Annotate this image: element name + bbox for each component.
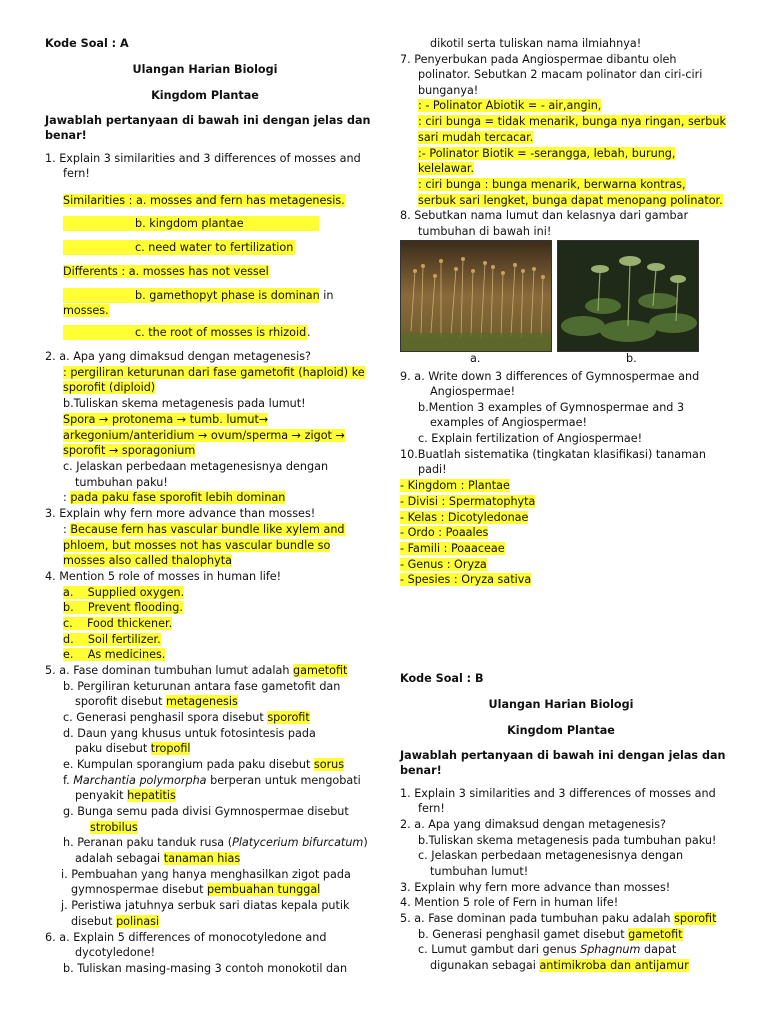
answer-prefix: : [63,523,71,536]
species-name: Marchantia polymorpha [73,774,207,787]
answer-2c: pada paku fase sporofit lebih dominan [70,491,286,504]
answer-5d: tropofil [150,742,191,755]
item-text: As medicines. [87,648,166,661]
question-6a: 6. a. Explain 5 differences of monocotyledone and [45,931,327,944]
answer-similarity-3: c. need water to fertilization [63,240,295,255]
period: . [307,326,311,339]
question-5h [63,835,368,850]
answer-5a: gametofit [293,664,348,677]
item-text: Food thickener. [86,617,173,630]
exam-b-question-2a: 2. a. Apa yang dimaksud dengan metagenesis? [400,818,666,831]
question-8: 8. Sebutkan nama lumut dan kelasnya dari gambar [400,209,689,222]
question-7-cont: polinator. Sebutkan 2 macam polinator dan ciri-ciri [418,68,703,81]
answer-2b-3: sporofit → sporagonium [63,444,196,457]
photo-label-b: b. [626,352,637,365]
question-5e [63,757,344,772]
question-text: 5. a. Fase dominan tumbuhan lumut adalah [45,664,293,677]
item-text: Soil fertilizer. [87,633,161,646]
answer-5f: hepatitis [127,789,176,802]
question-5d: d. Daun yang khusus untuk fotosintesis pada [63,727,316,740]
question-text: digunakan sebagai [430,959,540,972]
question-2a: 2. a. Apa yang dimaksud dengan metagenesis? [45,350,311,363]
question-5c [63,710,310,725]
answer-10-item: - Divisi : Spermatophyta [400,495,536,508]
answer-similarity-1: Similarities : a. mosses and fern has metagenesis. [63,194,345,207]
question-2b: b.Tuliskan skema metagenesis pada lumut! [63,397,306,410]
instructions-2: benar! [45,129,87,142]
question-1-cont: fern! [63,167,90,180]
answer-prefix: : [63,491,71,504]
answer-2a: : pergiliran keturunan dari fase gametofit (haploid) ke [63,366,365,379]
question-5i: i. Pembuahan yang hanya menghasilkan zigot pada [61,868,351,881]
exam-b-question-5c [418,942,676,957]
answer-b-5b: gametofit [628,928,683,941]
answer-4-item [63,616,172,631]
question-text: dapat [640,943,677,956]
answer-4-item [63,600,183,615]
question-8-cont: tumbuhan di bawah ini! [418,225,552,238]
answer-10-item: - Kingdom : Plantae [400,479,510,492]
question-10: 10.Buatlah sistematika (tingkatan klasifikasi) tanaman [400,448,706,461]
question-6b: b. Tuliskan masing-masing 3 contoh monokotil dan [63,962,348,975]
question-1: 1. Explain 3 similarities and 3 differences of mosses and [45,152,361,165]
exam-subtitle: Kingdom Plantae [151,89,259,102]
answer-b-5c: antimikroba dan antijamur [539,959,689,972]
answer-similarity-2: b. kingdom plantae [63,216,319,231]
answer-7-2: : ciri bunga = tidak menarik, bunga nya ringan, serbuk [418,115,726,128]
answer-10-item: - Spesies : Oryza sativa [400,573,532,586]
question-5f-cont [75,788,176,803]
question-text: h. Peranan paku tanduk rusa ( [63,836,233,849]
answer-5h: tanaman hias [163,852,241,865]
species-name: Platycerium bifurcatum [232,836,364,849]
question-5f [63,773,361,788]
question-2c: c. Jelaskan perbedaan metagenesisnya dengan [63,460,329,473]
answer-difference-1: Differents : a. mosses has not vessel [63,265,269,278]
answer-difference-2b: mosses. [63,304,109,317]
item-text: Prevent flooding. [87,601,183,614]
question-5h-cont [75,851,240,866]
exam-b-instructions: Jawablah pertanyaan di bawah ini dengan jelas dan [400,749,726,762]
answer-5e: sorus [313,758,345,771]
question-10-cont: padi! [418,463,447,476]
answer-10-item: - Famili : Poaaceae [400,542,505,555]
answer-7-7: serbuk sari lengket, bunga dapat menopang polinator. [418,194,723,207]
question-text: 5. a. Fase dominan pada tumbuhan paku adalah [400,912,675,925]
liverwort-illustration [558,241,698,351]
exam-b-title: Ulangan Harian Biologi [488,698,634,711]
exam-code-b: Kode Soal : B [400,672,484,685]
genus-name: Sphagnum [580,943,641,956]
question-3: 3. Explain why fern more advance than mosses! [45,507,316,520]
exam-b-question-5b [418,927,683,942]
question-5b: b. Pergiliran keturunan antara fase gametofit dan [63,680,341,693]
question-9a: 9. a. Write down 3 differences of Gymnospermae and [400,370,700,383]
answer-3-2: phloem, but mosses not has vascular bundle so [63,539,331,552]
question-text: sporofit disebut [75,695,167,708]
answer-7-1: : - Polinator Abiotik = - air,angin, [418,99,602,112]
question-9b-cont: examples of Angiospermae! [430,416,588,429]
moss-photo-a [400,240,552,352]
answer-b-5a: sporofit [674,912,717,925]
exam-b-question-2b: b.Tuliskan skema metagenesis pada tumbuhan paku! [418,834,717,847]
question-4: 4. Mention 5 role of mosses in human life! [45,570,282,583]
question-text: e. Kumpulan sporangium pada paku disebut [63,758,314,771]
exam-b-question-2c-cont: tumbuhan lumut! [430,865,529,878]
answer-3-3: mosses also called thalophyta [63,554,232,567]
answer-5b: metagenesis [166,695,238,708]
question-text: ) [363,836,368,849]
answer-10-item: - Ordo : Poaales [400,526,489,539]
question-text: adalah sebagai [75,852,164,865]
answer-2a-cont: sporofit (diploid) [63,381,156,394]
answer-10-item: - Genus : Oryza [400,558,487,571]
item-letter: e. [63,648,74,661]
question-text: penyakit [75,789,128,802]
exam-b-subtitle: Kingdom Plantae [507,724,615,737]
exam-b-question-4: 4. Mention 5 role of Fern in human life! [400,896,619,909]
answer-7-6: : ciri bunga : bunga menarik, berwarna kontras, [418,178,686,191]
answer-5g: strobilus [90,821,138,834]
exam-title: Ulangan Harian Biologi [132,63,278,76]
question-text: berperan untuk mengobati [206,774,361,787]
question-text: c. Lumut gambut dari genus [418,943,581,956]
answer-7-5: kelelawar. [418,162,475,175]
question-2c-cont: tumbuhan paku! [75,476,168,489]
exam-b-question-5a [400,911,716,926]
answer-3-1: Because fern has vascular bundle like xylem and [70,523,345,536]
answer-4-item [63,632,161,647]
question-6a-cont: dycotyledone! [75,946,156,959]
item-text: Supplied oxygen. [87,586,185,599]
question-text: c. Generasi penghasil spora disebut [63,711,268,724]
question-text: gymnospermae disebut [71,883,208,896]
question-5i-cont [71,882,320,897]
question-6b-cont: dikotil serta tuliskan nama ilmiahnya! [430,37,642,50]
item-letter: f. [63,774,74,787]
moss-illustration [401,241,551,351]
item-letter: c. [63,617,73,630]
photo-label-a: a. [470,352,481,365]
answer-10-item: - Kelas : Dicotyledonae [400,511,529,524]
instructions: Jawablah pertanyaan di bawah ini dengan jelas dan [45,114,371,127]
question-9c: c. Explain fertilization of Angiospermae! [418,432,643,445]
exam-b-instructions-2: benar! [400,764,442,777]
question-text: disebut [71,915,117,928]
answer-4-item [63,585,184,600]
answer-7-4: :- Polinator Biotik = -serangga, lebah, burung, [418,147,676,160]
answer-5j: polinasi [116,915,160,928]
answer-7-3: sari mudah tercacar. [418,131,534,144]
exam-b-question-5c-cont [430,958,689,973]
liverwort-photo-b [557,240,699,352]
item-letter: a. [63,586,74,599]
answer-difference-3: c. the root of mosses is rhizoid [63,325,307,340]
exam-b-question-3: 3. Explain why fern more advance than mosses! [400,881,671,894]
question-text: b. Generasi penghasil gamet disebut [418,928,629,941]
question-7-cont: bunganya! [418,84,479,97]
exam-code-a: Kode Soal : A [45,37,129,50]
answer-2b-1: Spora → protonema → tumb. lumut→ [63,413,269,426]
answer-5i: pembuahan tunggal [207,883,321,896]
question-5d-cont [75,741,190,756]
exam-b-question-1-cont: fern! [418,802,445,815]
question-5j-cont [71,914,159,929]
answer-5c: sporofit [267,711,310,724]
question-5j: j. Peristiwa jatuhnya serbuk sari diatas kepala putik [61,899,350,912]
answer-difference-2: b. gamethopyt phase is dominan in [63,288,319,303]
question-5b-cont [75,694,238,709]
question-text: paku disebut [75,742,151,755]
item-letter: d. [63,633,74,646]
exam-b-question-2c: c. Jelaskan perbedaan metagenesisnya dengan [418,849,684,862]
question-5g: g. Bunga semu pada divisi Gymnospermae disebut [63,805,349,818]
question-9b: b.Mention 3 examples of Gymnospermae and 3 [418,401,685,414]
answer-4-item [63,647,165,662]
question-9a-cont: Angiospermae! [430,385,516,398]
question-7: 7. Penyerbukan pada Angiospermae dibantu oleh [400,53,677,66]
exam-b-question-1: 1. Explain 3 similarities and 3 differences of mosses and [400,787,716,800]
item-letter: b. [63,601,74,614]
answer-2b-2: arkegonium/anteridium → ovum/sperma → zigot → [63,429,345,442]
question-5a [45,663,347,678]
